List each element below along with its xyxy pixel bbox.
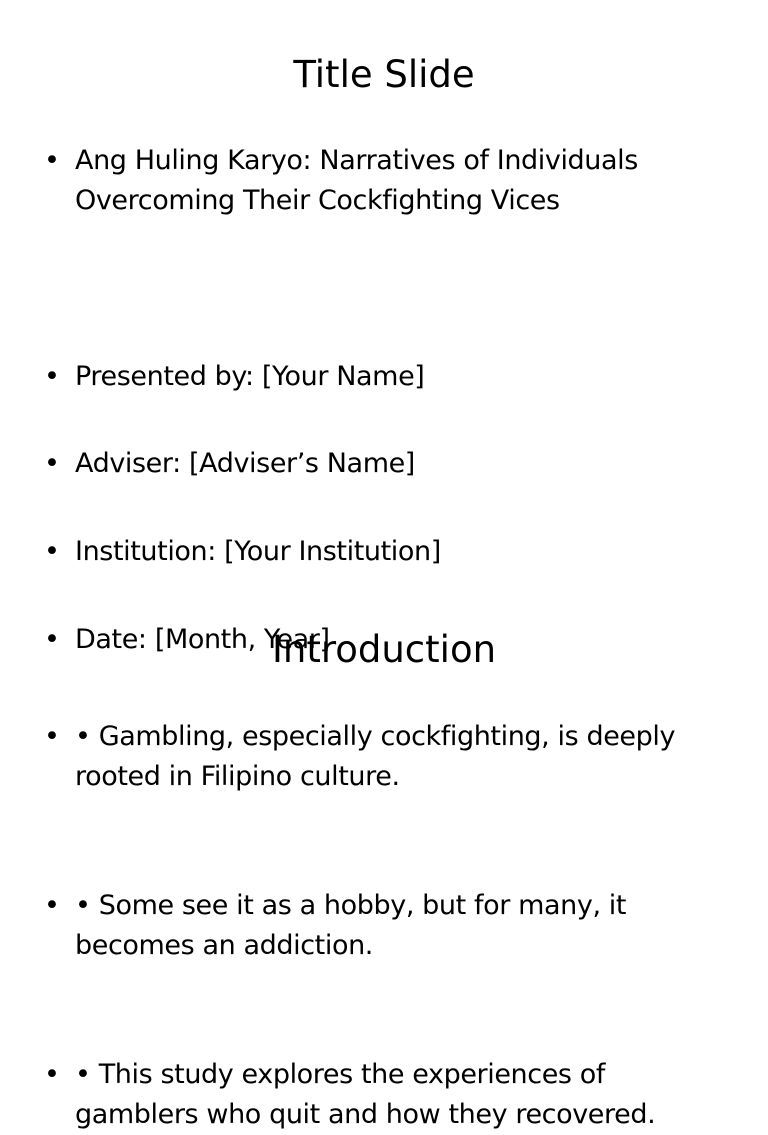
bullet-icon: • (44, 361, 60, 392)
bullet-icon: • (44, 1059, 60, 1090)
bullet-icon: • (44, 721, 60, 752)
slide-introduction (0, 576, 768, 1130)
list-item-text: Ang Huling Karyo: Narratives of Individuals Overcoming Their Cockfighting Vices (75, 145, 638, 216)
bullet-icon: • (44, 624, 60, 655)
bullet-icon: • (44, 145, 60, 176)
list-item-text: • Gambling, especially cockfighting, is deeply rooted in Filipino culture. (75, 721, 676, 792)
list-item (0, 357, 768, 397)
list-item-text: Date: [Month, Year] (75, 624, 330, 655)
bullet-icon: • (44, 890, 60, 921)
list-item-text: Institution: [Your Institution] (75, 536, 441, 567)
list-item (0, 717, 768, 797)
slide-heading: Introduction (271, 628, 497, 671)
bullet-icon: • (44, 536, 60, 567)
list-item (0, 886, 768, 966)
list-item-text: • This study explores the experiences of gamblers who quit and how they recovered. (75, 1059, 656, 1130)
list-item (0, 532, 768, 572)
list-item-text: • Some see it as a hobby, but for many, it becomes an addiction. (75, 890, 627, 961)
list-item (0, 444, 768, 484)
bullet-icon: • (44, 448, 60, 479)
list-item-text: Adviser: [Adviser’s Name] (75, 448, 415, 479)
slide-heading: Title Slide (293, 53, 475, 96)
list-item (0, 1055, 768, 1135)
list-item-text: Presented by: [Your Name] (75, 361, 425, 392)
list-item (0, 141, 768, 221)
bullet-list (0, 576, 768, 1130)
